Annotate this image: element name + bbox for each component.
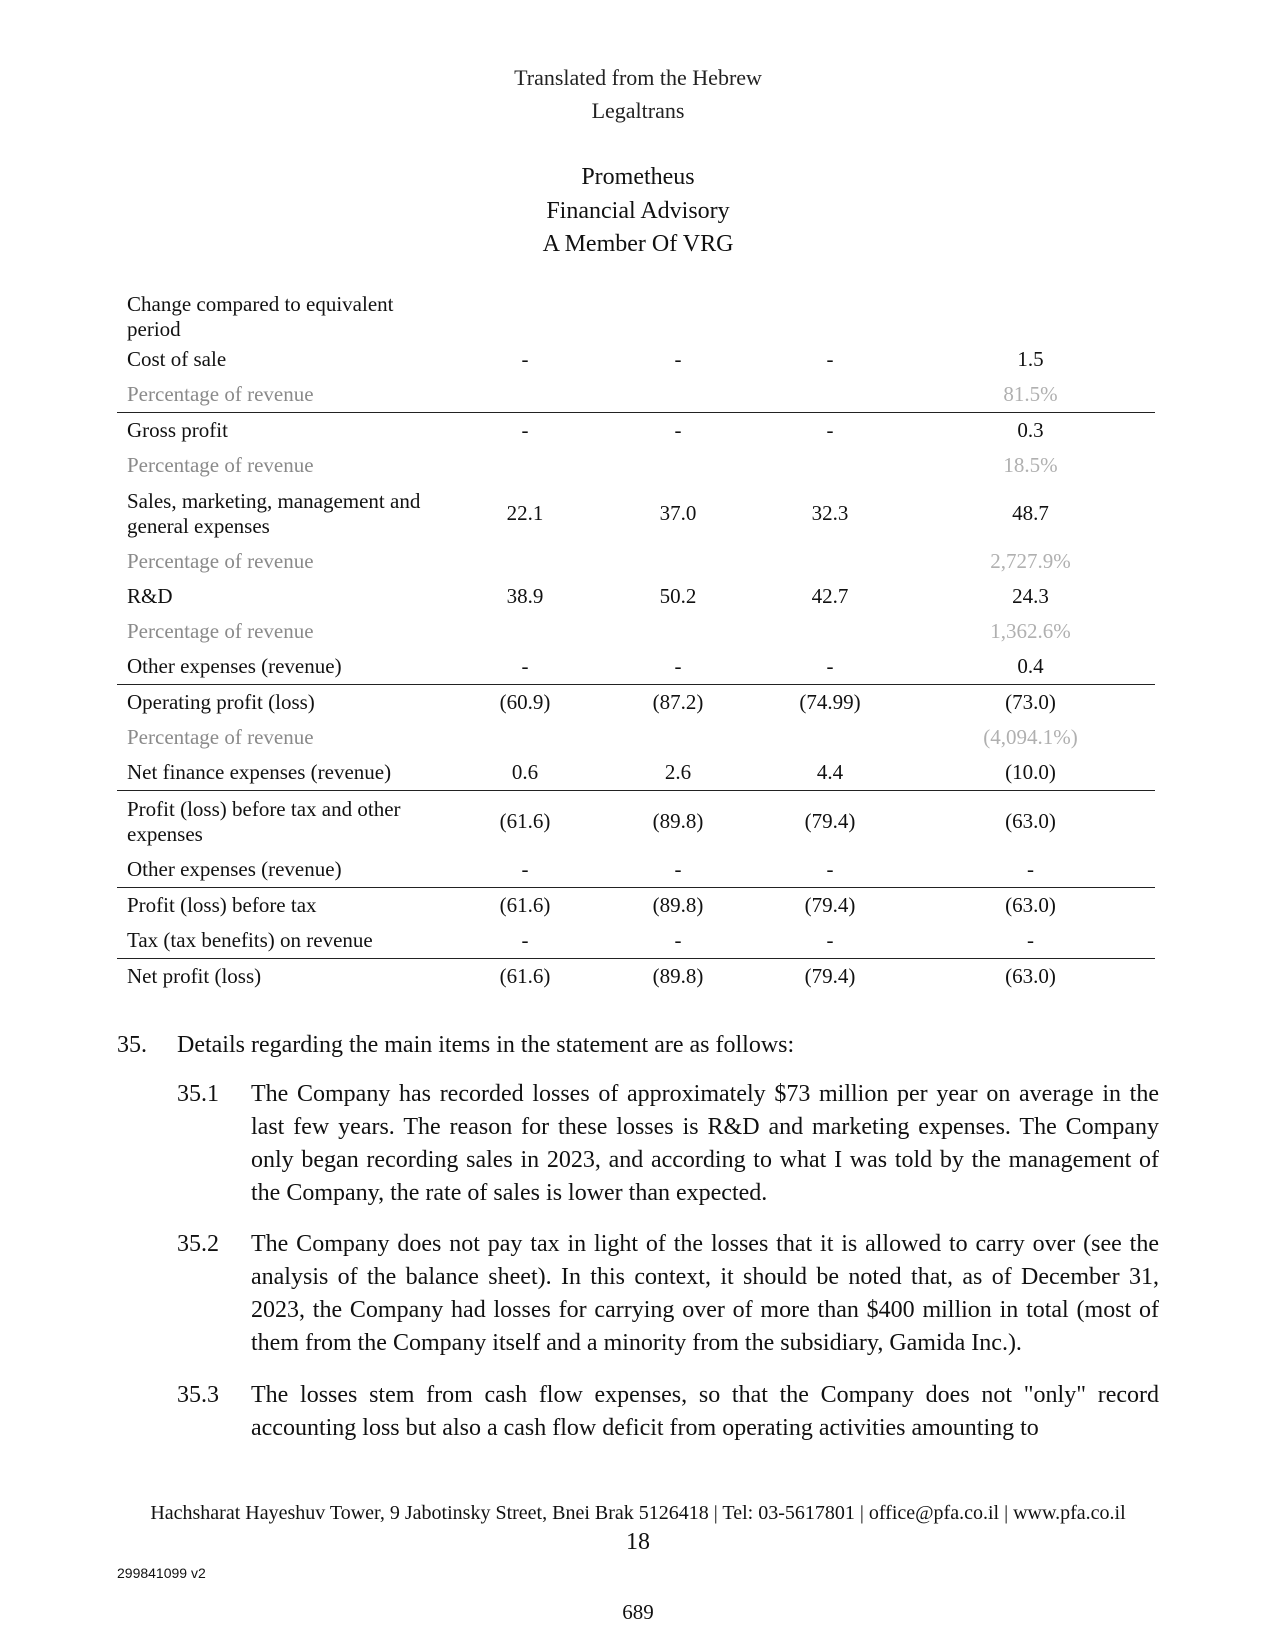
row-value: 37.0 — [659, 501, 697, 525]
row-value: - — [1027, 928, 1034, 952]
table-row — [117, 544, 1155, 579]
row-value: 24.3 — [1012, 584, 1049, 608]
financial-table-body — [117, 292, 1155, 994]
row-label: Percentage of revenue — [127, 725, 314, 749]
subparagraph-35-1 — [177, 1078, 1159, 1210]
table-row — [117, 483, 1155, 544]
table-row — [117, 579, 1155, 614]
row-value: - — [602, 413, 754, 449]
row-value: (61.6) — [448, 791, 602, 853]
row-value — [602, 720, 754, 755]
table-row — [117, 685, 1155, 721]
row-value — [602, 448, 754, 483]
table-row — [117, 614, 1155, 649]
row-value: 1.5 — [1017, 347, 1044, 371]
firm-member: A Member Of VRG — [542, 231, 734, 257]
row-value: (63.0) — [906, 888, 1155, 924]
table-row — [117, 413, 1155, 449]
table-row — [117, 755, 1155, 791]
financial-table — [117, 292, 1155, 994]
row-label: Tax (tax benefits) on revenue — [127, 928, 373, 952]
table-row — [117, 888, 1155, 924]
translation-note: Translated from the Hebrew — [514, 65, 762, 90]
row-value: (87.2) — [602, 685, 754, 721]
row-value: - — [754, 413, 906, 449]
row-value — [754, 448, 906, 483]
row-value: - — [826, 654, 834, 678]
row-label: Other expenses (revenue) — [127, 857, 342, 881]
subparagraph-35-3 — [177, 1379, 1159, 1445]
row-value — [448, 448, 602, 483]
row-value — [754, 544, 906, 579]
row-label: Profit (loss) before tax and other expenses — [117, 791, 448, 853]
row-value: 50.2 — [659, 584, 697, 608]
translation-header — [0, 61, 1276, 127]
row-value — [602, 614, 754, 649]
row-value: 2,727.9% — [990, 549, 1071, 573]
translator-name: Legaltrans — [591, 98, 685, 123]
row-label: Sales, marketing, management and general expenses — [127, 488, 421, 538]
subparagraph-text: The Company has recorded losses of approximately $73 million per year on average in the last few years. The reason for these losses is R&D and marketing expenses. The Company only began recording sales in 2023, and according to what I was told by the management of the Company, the rate of sales is lower than expected. — [251, 1081, 1159, 1206]
row-value: - — [826, 928, 834, 952]
row-value: (89.8) — [602, 888, 754, 924]
section-number: 35. — [117, 1032, 147, 1058]
row-value: 4.4 — [816, 760, 844, 784]
row-label: Percentage of revenue — [127, 453, 314, 477]
row-value: - — [674, 857, 682, 881]
row-label: Percentage of revenue — [127, 549, 314, 573]
row-value — [448, 614, 602, 649]
page-number: 18 — [626, 1529, 650, 1555]
subparagraph-number: 35.1 — [177, 1081, 219, 1107]
row-value: 38.9 — [506, 584, 544, 608]
table-row — [117, 852, 1155, 888]
row-value — [754, 720, 906, 755]
row-label: Change compared to equivalent period — [127, 292, 394, 341]
row-value: - — [448, 413, 602, 449]
row-value: 2.6 — [664, 760, 692, 784]
row-value: - — [674, 654, 682, 678]
row-value: (63.0) — [906, 959, 1155, 995]
row-value: - — [521, 654, 529, 678]
row-value: - — [521, 928, 529, 952]
row-value: 0.6 — [511, 760, 539, 784]
row-value — [602, 544, 754, 579]
row-label: Gross profit — [117, 413, 448, 449]
row-value: 42.7 — [811, 584, 849, 608]
row-value: (79.4) — [754, 888, 906, 924]
row-value: (79.4) — [754, 791, 906, 853]
row-value: - — [674, 347, 682, 371]
firm-subtitle: Financial Advisory — [546, 197, 730, 224]
row-value: - — [826, 857, 834, 881]
row-value: - — [826, 347, 834, 371]
table-row — [117, 791, 1155, 853]
subparagraph-number: 35.3 — [177, 1382, 219, 1408]
row-value: (63.0) — [906, 791, 1155, 853]
table-row — [117, 959, 1155, 995]
row-value — [448, 292, 602, 342]
row-value — [906, 292, 1155, 342]
row-value — [754, 377, 906, 413]
row-value: (79.4) — [754, 959, 906, 995]
row-label: Percentage of revenue — [127, 382, 314, 406]
bates-number: 689 — [622, 1600, 654, 1624]
subparagraph-number: 35.2 — [177, 1231, 219, 1257]
row-value: - — [1027, 857, 1034, 881]
row-value: (4,094.1%) — [983, 725, 1078, 749]
row-value: - — [674, 928, 682, 952]
row-value: 0.3 — [906, 413, 1155, 449]
table-row — [117, 377, 1155, 413]
row-label: Operating profit (loss) — [117, 685, 448, 721]
row-value: - — [521, 347, 529, 371]
table-row — [117, 448, 1155, 483]
table-row — [117, 923, 1155, 959]
row-value — [754, 292, 906, 342]
row-value — [754, 614, 906, 649]
row-value — [602, 377, 754, 413]
section-35-heading — [117, 1029, 794, 1062]
row-label: Cost of sale — [127, 347, 227, 371]
row-value: (89.8) — [602, 791, 754, 853]
row-value: (10.0) — [1005, 760, 1056, 784]
table-row — [117, 720, 1155, 755]
row-label: Net finance expenses (revenue) — [127, 760, 392, 784]
row-value: 22.1 — [506, 501, 544, 525]
row-value: 81.5% — [1003, 382, 1058, 406]
table-row — [117, 342, 1155, 377]
firm-name: Prometheus — [581, 164, 695, 190]
document-id: 299841099 v2 — [117, 1565, 206, 1581]
footer-address: Hachsharat Hayeshuv Tower, 9 Jabotinsky Street, Bnei Brak 5126418 | Tel: 03-5617801 | office@pfa.co.il | www.pfa.co.il — [150, 1502, 1126, 1524]
row-value: 1,362.6% — [990, 619, 1071, 643]
row-value: 48.7 — [1012, 501, 1049, 525]
row-value: - — [521, 857, 529, 881]
row-value — [448, 544, 602, 579]
row-value — [602, 292, 754, 342]
row-value: (61.6) — [448, 888, 602, 924]
row-value: (89.8) — [602, 959, 754, 995]
row-value — [448, 720, 602, 755]
row-value: (61.6) — [448, 959, 602, 995]
row-value: (74.99) — [754, 685, 906, 721]
table-row — [117, 292, 1155, 342]
row-value: 32.3 — [811, 501, 849, 525]
row-value — [448, 377, 602, 413]
subparagraph-text: The losses stem from cash flow expenses, so that the Company does not "only" record accounting loss but also a cash flow deficit from operating activities amounting to — [251, 1382, 1159, 1441]
section-intro: Details regarding the main items in the statement are as follows: — [177, 1032, 795, 1058]
row-value: (73.0) — [906, 685, 1155, 721]
subparagraph-text: The Company does not pay tax in light of the losses that it is allowed to carry over (see the analysis of the balance sheet). In this context, it should be noted that, as of December 31, 2023, the Company had losses for carrying over of more than $400 million in total (most of them from the Company itself and a minority from the subsidiary, Gamida Inc.). — [251, 1231, 1159, 1356]
row-label: R&D — [127, 584, 173, 608]
row-label: Profit (loss) before tax — [117, 888, 448, 924]
row-value: 18.5% — [1003, 453, 1058, 477]
row-value: 0.4 — [1017, 654, 1044, 678]
row-label: Other expenses (revenue) — [127, 654, 342, 678]
firm-header — [0, 161, 1276, 262]
table-row — [117, 649, 1155, 685]
subparagraph-35-2 — [177, 1228, 1159, 1360]
row-value: (60.9) — [448, 685, 602, 721]
row-label: Net profit (loss) — [117, 959, 448, 995]
row-label: Percentage of revenue — [127, 619, 314, 643]
